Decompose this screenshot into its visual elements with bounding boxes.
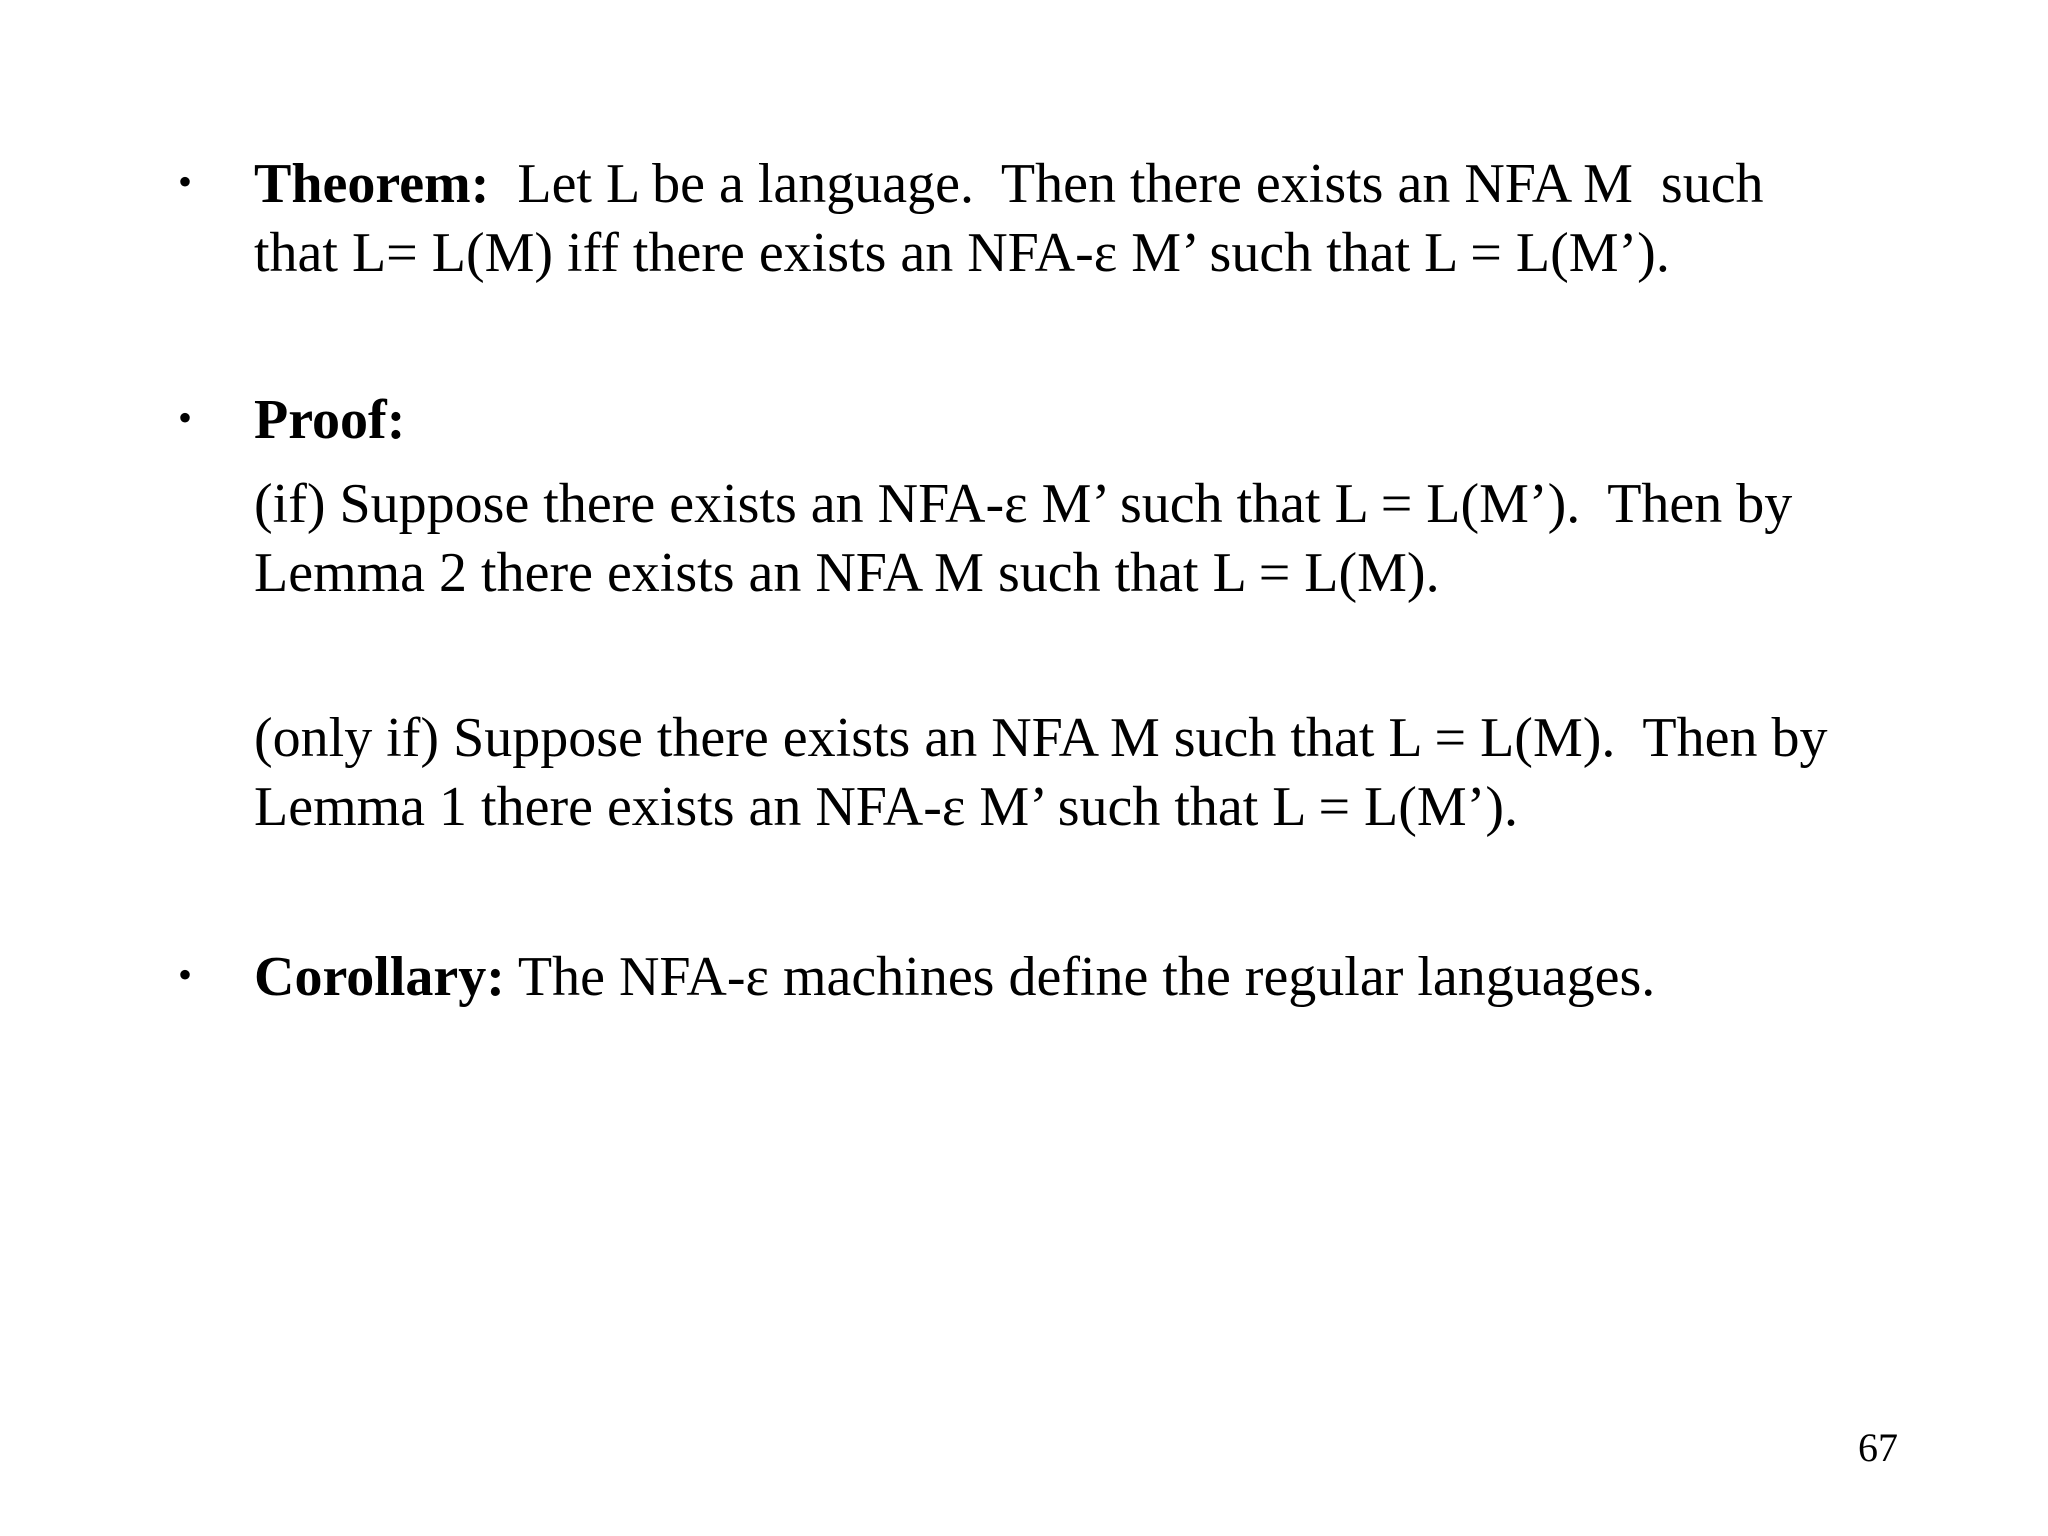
proof-onlyif-line-1: (only if) Suppose there exists an NFA M such that L = L(M). Then by <box>254 707 1828 769</box>
proof-if-line-1: (if) Suppose there exists an NFA-ε M’ such that L = L(M’). Then by <box>254 473 1793 535</box>
theorem-label: Theorem: <box>254 153 490 215</box>
proof-if-line-2: Lemma 2 there exists an NFA M such that L = L(M). <box>254 542 1440 604</box>
proof-heading-block <box>254 386 1934 455</box>
corollary-line <box>254 943 1934 1012</box>
proof-bullet: • <box>178 395 193 440</box>
theorem-block <box>254 150 1934 288</box>
proof-onlyif-line-2: Lemma 1 there exists an NFA-ε M’ such that L = L(M’). <box>254 776 1518 838</box>
corollary-text: The NFA-ε machines define the regular languages. <box>504 946 1656 1008</box>
proof-if-block <box>254 470 1934 608</box>
corollary-block <box>254 943 1934 1012</box>
theorem-line-1 <box>254 150 1934 219</box>
proof-label: Proof: <box>254 389 406 451</box>
theorem-line-2: that L= L(M) iff there exists an NFA-ε M’ such that L = L(M’). <box>254 222 1670 284</box>
page-number: 67 <box>1858 1425 1898 1470</box>
theorem-bullet: • <box>178 159 193 204</box>
corollary-label: Corollary: <box>254 946 505 1008</box>
corollary-bullet: • <box>178 952 193 997</box>
theorem-text-1: Let L be a language. Then there exists an NFA M such <box>489 153 1764 215</box>
proof-onlyif-block <box>254 704 1934 842</box>
